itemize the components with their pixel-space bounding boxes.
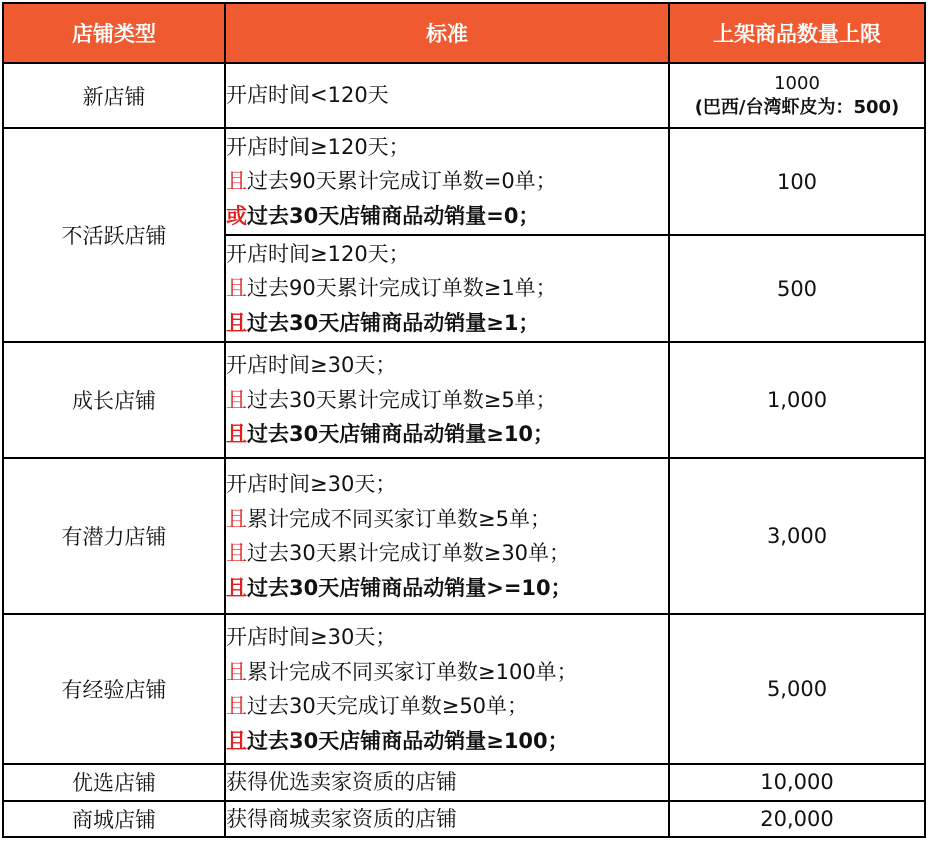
- criteria-line: 且过去90天累计完成订单数≥1单；: [226, 276, 557, 301]
- criteria-cell: [225, 342, 669, 458]
- criteria-line: 且过去90天累计完成订单数=0单；: [226, 169, 557, 194]
- criteria-line: 或过去30天店铺商品动销量=0；: [226, 203, 540, 228]
- limit-cell: 3,000: [669, 458, 925, 614]
- shop-type-cell: 成长店铺: [3, 342, 225, 458]
- shop-type-cell: 有经验店铺: [3, 614, 225, 764]
- table-row: [3, 128, 925, 235]
- criteria-line: 且过去30天累计完成订单数≥5单；: [226, 387, 557, 412]
- limit-cell: 20,000: [669, 801, 925, 838]
- limit-cell: [669, 63, 925, 128]
- header-shop-type: 店铺类型: [3, 3, 225, 63]
- table-row: [3, 63, 925, 128]
- shop-type-cell: 优选店铺: [3, 764, 225, 801]
- criteria-line: 且累计完成不同买家订单数≥5单；: [226, 506, 551, 531]
- limit-cell: 500: [669, 235, 925, 342]
- criteria-line: 开店时间≥30天；: [226, 625, 397, 649]
- criteria-cell: [225, 614, 669, 764]
- criteria-line: 开店时间≥30天；: [226, 353, 397, 378]
- limit-cell: 10,000: [669, 764, 925, 801]
- criteria-cell: [225, 458, 669, 614]
- limit-cell: 100: [669, 128, 925, 235]
- criteria-cell: [225, 764, 669, 801]
- criteria-line: 获得优选卖家资质的店铺: [226, 770, 457, 794]
- header-listing-limit: 上架商品数量上限: [669, 3, 925, 63]
- criteria-line: 且过去30天完成订单数≥50单；: [226, 694, 529, 718]
- criteria-line: 获得商城卖家资质的店铺: [226, 806, 457, 831]
- criteria-cell: [225, 63, 669, 128]
- limit-cell: 5,000: [669, 614, 925, 764]
- criteria-cell: [225, 235, 669, 342]
- criteria-line: 且过去30天店铺商品动销量≥10；: [226, 422, 555, 447]
- shop-type-cell: 有潜力店铺: [3, 458, 225, 614]
- header-criteria: 标准: [225, 3, 669, 63]
- header-row: [3, 3, 925, 63]
- criteria-line: 开店时间≥120天；: [226, 241, 410, 266]
- shop-type-cell: 商城店铺: [3, 801, 225, 838]
- criteria-cell: [225, 801, 669, 838]
- criteria-line: 开店时间<120天: [226, 83, 389, 108]
- limit-note: (巴西/台湾虾皮为：500): [694, 96, 900, 118]
- shop-type-cell: 不活跃店铺: [3, 128, 225, 342]
- shop-tier-table: [2, 2, 926, 838]
- criteria-line: 且过去30天累计完成订单数≥30单；: [226, 541, 571, 565]
- criteria-line: 且过去30天店铺商品动销量≥1；: [226, 310, 540, 335]
- table-row: [3, 342, 925, 458]
- shop-type-cell: 新店铺: [3, 63, 225, 128]
- table-row: [3, 458, 925, 614]
- limit-value: 1000: [774, 72, 820, 94]
- criteria-line: 且过去30天店铺商品动销量>=10；: [226, 575, 572, 600]
- limit-cell: 1,000: [669, 342, 925, 458]
- criteria-line: 开店时间≥30天；: [226, 472, 397, 496]
- table-row: [3, 764, 925, 801]
- criteria-cell: [225, 128, 669, 235]
- criteria-line: 且累计完成不同买家订单数≥100单；: [226, 659, 578, 684]
- criteria-line: 开店时间≥120天；: [226, 134, 410, 159]
- criteria-line: 且过去30天店铺商品动销量≥100；: [226, 728, 569, 753]
- table-row: [3, 614, 925, 764]
- table-row: [3, 801, 925, 838]
